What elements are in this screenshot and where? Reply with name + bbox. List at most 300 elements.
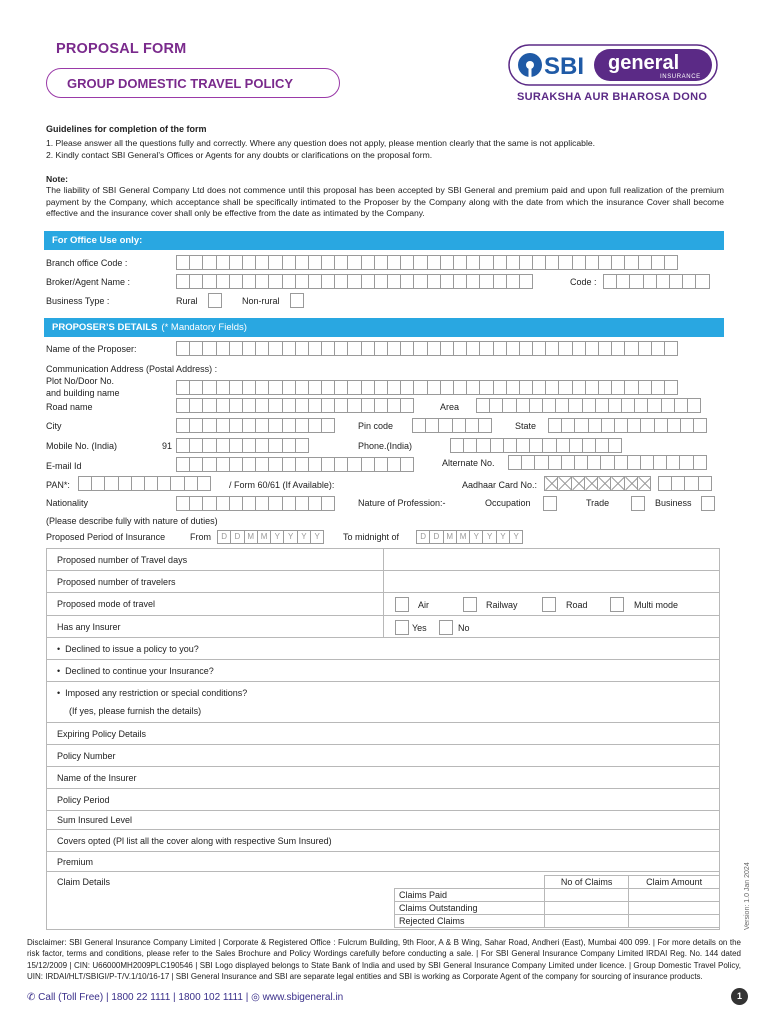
char-box[interactable]	[508, 455, 522, 470]
char-box[interactable]	[542, 398, 556, 413]
char-box[interactable]	[452, 418, 466, 433]
char-box[interactable]	[308, 380, 322, 395]
char-box[interactable]	[698, 476, 712, 491]
char-box[interactable]	[532, 380, 546, 395]
char-box[interactable]	[400, 457, 414, 472]
char-box[interactable]	[519, 255, 533, 270]
char-box[interactable]	[189, 255, 203, 270]
date-char-box[interactable]: D	[217, 530, 231, 544]
char-box[interactable]	[282, 274, 296, 289]
char-box[interactable]	[519, 274, 533, 289]
char-box[interactable]	[308, 496, 322, 511]
char-box[interactable]	[282, 438, 296, 453]
char-box[interactable]	[585, 255, 599, 270]
char-box[interactable]	[176, 274, 190, 289]
date-char-box[interactable]: Y	[509, 530, 523, 544]
char-box[interactable]	[534, 455, 548, 470]
char-box[interactable]	[493, 274, 507, 289]
char-box[interactable]	[268, 457, 282, 472]
char-box[interactable]	[637, 476, 651, 491]
char-box[interactable]	[687, 398, 701, 413]
char-box[interactable]	[176, 398, 190, 413]
char-box[interactable]	[242, 438, 256, 453]
char-box[interactable]	[548, 455, 562, 470]
char-box[interactable]	[361, 380, 375, 395]
travelers-input[interactable]	[384, 571, 720, 593]
char-box[interactable]	[295, 398, 309, 413]
date-char-box[interactable]: M	[443, 530, 457, 544]
char-box[interactable]	[545, 341, 559, 356]
claims-outstanding-amount[interactable]	[629, 902, 720, 915]
char-box[interactable]	[634, 398, 648, 413]
char-box[interactable]	[519, 341, 533, 356]
char-box[interactable]	[588, 418, 602, 433]
char-box[interactable]	[572, 380, 586, 395]
char-box[interactable]	[610, 476, 624, 491]
date-char-box[interactable]: Y	[297, 530, 311, 544]
char-box[interactable]	[680, 418, 694, 433]
char-box[interactable]	[506, 255, 520, 270]
char-box[interactable]	[614, 455, 628, 470]
char-box[interactable]	[658, 476, 672, 491]
mode-multi-checkbox[interactable]	[610, 597, 624, 612]
char-box[interactable]	[466, 341, 480, 356]
date-char-box[interactable]: D	[416, 530, 430, 544]
char-box[interactable]	[202, 438, 216, 453]
char-box[interactable]	[242, 341, 256, 356]
char-box[interactable]	[516, 398, 530, 413]
code-boxes[interactable]	[603, 274, 709, 289]
char-box[interactable]	[229, 438, 243, 453]
char-box[interactable]	[466, 380, 480, 395]
char-box[interactable]	[282, 380, 296, 395]
char-box[interactable]	[78, 476, 92, 491]
char-box[interactable]	[608, 398, 622, 413]
char-box[interactable]	[229, 341, 243, 356]
char-box[interactable]	[189, 457, 203, 472]
char-box[interactable]	[400, 274, 414, 289]
char-box[interactable]	[667, 418, 681, 433]
char-box[interactable]	[189, 438, 203, 453]
char-box[interactable]	[664, 380, 678, 395]
char-box[interactable]	[202, 341, 216, 356]
char-box[interactable]	[176, 438, 190, 453]
char-box[interactable]	[521, 455, 535, 470]
char-box[interactable]	[643, 274, 657, 289]
char-box[interactable]	[184, 476, 198, 491]
char-box[interactable]	[614, 418, 628, 433]
plot-boxes[interactable]	[176, 380, 677, 395]
to-date-boxes[interactable]	[416, 530, 522, 544]
char-box[interactable]	[216, 398, 230, 413]
char-box[interactable]	[229, 255, 243, 270]
char-box[interactable]	[684, 476, 698, 491]
char-box[interactable]	[321, 496, 335, 511]
date-char-box[interactable]: Y	[496, 530, 510, 544]
char-box[interactable]	[558, 255, 572, 270]
char-box[interactable]	[229, 380, 243, 395]
char-box[interactable]	[479, 255, 493, 270]
char-box[interactable]	[651, 380, 665, 395]
char-box[interactable]	[255, 398, 269, 413]
char-box[interactable]	[661, 398, 675, 413]
sum-insured-label[interactable]: Sum Insured Level	[47, 811, 720, 830]
char-box[interactable]	[268, 380, 282, 395]
char-box[interactable]	[493, 380, 507, 395]
char-box[interactable]	[268, 255, 282, 270]
char-box[interactable]	[170, 476, 184, 491]
date-char-box[interactable]: Y	[482, 530, 496, 544]
proposer-name-boxes[interactable]	[176, 341, 677, 356]
char-box[interactable]	[516, 438, 530, 453]
insurer-no-checkbox[interactable]	[439, 620, 453, 635]
char-box[interactable]	[334, 398, 348, 413]
pan-boxes[interactable]	[78, 476, 210, 491]
char-box[interactable]	[611, 341, 625, 356]
char-box[interactable]	[229, 496, 243, 511]
char-box[interactable]	[453, 341, 467, 356]
state-boxes[interactable]	[548, 418, 706, 433]
char-box[interactable]	[308, 255, 322, 270]
char-box[interactable]	[624, 476, 638, 491]
char-box[interactable]	[255, 341, 269, 356]
date-char-box[interactable]: D	[429, 530, 443, 544]
char-box[interactable]	[413, 274, 427, 289]
char-box[interactable]	[595, 438, 609, 453]
char-box[interactable]	[268, 398, 282, 413]
char-box[interactable]	[671, 476, 685, 491]
nationality-boxes[interactable]	[176, 496, 334, 511]
char-box[interactable]	[295, 438, 309, 453]
char-box[interactable]	[282, 496, 296, 511]
char-box[interactable]	[545, 380, 559, 395]
char-box[interactable]	[558, 380, 572, 395]
char-box[interactable]	[674, 398, 688, 413]
char-box[interactable]	[453, 255, 467, 270]
char-box[interactable]	[603, 274, 617, 289]
date-char-box[interactable]: Y	[310, 530, 324, 544]
char-box[interactable]	[598, 380, 612, 395]
char-box[interactable]	[334, 274, 348, 289]
char-box[interactable]	[295, 418, 309, 433]
char-box[interactable]	[427, 274, 441, 289]
char-box[interactable]	[242, 398, 256, 413]
char-box[interactable]	[387, 274, 401, 289]
char-box[interactable]	[255, 438, 269, 453]
mode-road-checkbox[interactable]	[542, 597, 556, 612]
char-box[interactable]	[476, 438, 490, 453]
char-box[interactable]	[216, 438, 230, 453]
char-box[interactable]	[387, 457, 401, 472]
char-box[interactable]	[640, 455, 654, 470]
char-box[interactable]	[693, 418, 707, 433]
char-box[interactable]	[347, 457, 361, 472]
char-box[interactable]	[638, 255, 652, 270]
char-box[interactable]	[202, 418, 216, 433]
char-box[interactable]	[555, 398, 569, 413]
char-box[interactable]	[321, 380, 335, 395]
char-box[interactable]	[361, 398, 375, 413]
char-box[interactable]	[387, 398, 401, 413]
char-box[interactable]	[597, 476, 611, 491]
char-box[interactable]	[629, 274, 643, 289]
char-box[interactable]	[503, 438, 517, 453]
char-box[interactable]	[131, 476, 145, 491]
char-box[interactable]	[347, 380, 361, 395]
char-box[interactable]	[427, 341, 441, 356]
char-box[interactable]	[216, 341, 230, 356]
char-box[interactable]	[611, 380, 625, 395]
char-box[interactable]	[334, 380, 348, 395]
char-box[interactable]	[574, 418, 588, 433]
char-box[interactable]	[255, 274, 269, 289]
char-box[interactable]	[627, 455, 641, 470]
char-box[interactable]	[308, 341, 322, 356]
char-box[interactable]	[624, 255, 638, 270]
char-box[interactable]	[242, 418, 256, 433]
char-box[interactable]	[321, 341, 335, 356]
char-box[interactable]	[242, 496, 256, 511]
char-box[interactable]	[453, 380, 467, 395]
char-box[interactable]	[598, 341, 612, 356]
char-box[interactable]	[202, 496, 216, 511]
travel-days-input[interactable]	[384, 549, 720, 571]
char-box[interactable]	[255, 380, 269, 395]
char-box[interactable]	[651, 341, 665, 356]
char-box[interactable]	[321, 255, 335, 270]
char-box[interactable]	[463, 438, 477, 453]
char-box[interactable]	[216, 380, 230, 395]
char-box[interactable]	[400, 380, 414, 395]
char-box[interactable]	[308, 457, 322, 472]
char-box[interactable]	[695, 274, 709, 289]
char-box[interactable]	[387, 380, 401, 395]
char-box[interactable]	[465, 418, 479, 433]
char-box[interactable]	[157, 476, 171, 491]
char-box[interactable]	[202, 398, 216, 413]
char-box[interactable]	[638, 341, 652, 356]
char-box[interactable]	[268, 496, 282, 511]
char-box[interactable]	[582, 438, 596, 453]
char-box[interactable]	[202, 380, 216, 395]
char-box[interactable]	[282, 418, 296, 433]
char-box[interactable]	[176, 457, 190, 472]
char-box[interactable]	[321, 457, 335, 472]
char-box[interactable]	[693, 455, 707, 470]
char-box[interactable]	[440, 255, 454, 270]
char-box[interactable]	[334, 341, 348, 356]
char-box[interactable]	[651, 255, 665, 270]
char-box[interactable]	[450, 438, 464, 453]
policy-number-label[interactable]: Policy Number	[47, 745, 720, 767]
char-box[interactable]	[295, 341, 309, 356]
char-box[interactable]	[466, 274, 480, 289]
char-box[interactable]	[489, 398, 503, 413]
char-box[interactable]	[529, 438, 543, 453]
char-box[interactable]	[413, 380, 427, 395]
char-box[interactable]	[624, 341, 638, 356]
area-boxes[interactable]	[476, 398, 700, 413]
date-char-box[interactable]: Y	[469, 530, 483, 544]
char-box[interactable]	[585, 341, 599, 356]
date-char-box[interactable]: Y	[270, 530, 284, 544]
char-box[interactable]	[229, 457, 243, 472]
char-box[interactable]	[438, 418, 452, 433]
premium-label[interactable]: Premium	[47, 852, 720, 872]
char-box[interactable]	[347, 255, 361, 270]
alternate-boxes[interactable]	[508, 455, 706, 470]
char-box[interactable]	[229, 398, 243, 413]
char-box[interactable]	[493, 341, 507, 356]
date-char-box[interactable]: D	[230, 530, 244, 544]
char-box[interactable]	[466, 255, 480, 270]
char-box[interactable]	[295, 380, 309, 395]
char-box[interactable]	[600, 455, 614, 470]
char-box[interactable]	[295, 274, 309, 289]
char-box[interactable]	[400, 398, 414, 413]
char-box[interactable]	[202, 255, 216, 270]
char-box[interactable]	[595, 398, 609, 413]
char-box[interactable]	[427, 255, 441, 270]
broker-name-boxes[interactable]	[176, 274, 532, 289]
road-boxes[interactable]	[176, 398, 413, 413]
char-box[interactable]	[91, 476, 105, 491]
char-box[interactable]	[453, 274, 467, 289]
char-box[interactable]	[176, 496, 190, 511]
char-box[interactable]	[144, 476, 158, 491]
char-box[interactable]	[506, 380, 520, 395]
date-char-box[interactable]: Y	[283, 530, 297, 544]
char-box[interactable]	[647, 398, 661, 413]
char-box[interactable]	[653, 455, 667, 470]
char-box[interactable]	[440, 274, 454, 289]
char-box[interactable]	[601, 418, 615, 433]
char-box[interactable]	[561, 418, 575, 433]
char-box[interactable]	[584, 476, 598, 491]
char-box[interactable]	[176, 255, 190, 270]
char-box[interactable]	[282, 457, 296, 472]
char-box[interactable]	[664, 255, 678, 270]
mode-railway-checkbox[interactable]	[463, 597, 477, 612]
char-box[interactable]	[476, 398, 490, 413]
rejected-claims-count[interactable]	[545, 915, 629, 928]
char-box[interactable]	[321, 398, 335, 413]
char-box[interactable]	[627, 418, 641, 433]
char-box[interactable]	[189, 341, 203, 356]
char-box[interactable]	[347, 341, 361, 356]
char-box[interactable]	[255, 418, 269, 433]
char-box[interactable]	[400, 255, 414, 270]
char-box[interactable]	[308, 274, 322, 289]
aadhaar-boxes[interactable]	[658, 476, 711, 491]
char-box[interactable]	[361, 457, 375, 472]
char-box[interactable]	[585, 380, 599, 395]
char-box[interactable]	[412, 418, 426, 433]
pincode-boxes[interactable]	[412, 418, 491, 433]
claims-paid-amount[interactable]	[629, 889, 720, 902]
char-box[interactable]	[216, 496, 230, 511]
date-char-box[interactable]: M	[456, 530, 470, 544]
char-box[interactable]	[621, 398, 635, 413]
char-box[interactable]	[229, 418, 243, 433]
char-box[interactable]	[493, 255, 507, 270]
char-box[interactable]	[242, 457, 256, 472]
char-box[interactable]	[216, 274, 230, 289]
char-box[interactable]	[189, 418, 203, 433]
char-box[interactable]	[374, 255, 388, 270]
char-box[interactable]	[545, 255, 559, 270]
char-box[interactable]	[308, 418, 322, 433]
char-box[interactable]	[478, 418, 492, 433]
char-box[interactable]	[413, 341, 427, 356]
claims-outstanding-count[interactable]	[545, 902, 629, 915]
char-box[interactable]	[490, 438, 504, 453]
char-box[interactable]	[400, 341, 414, 356]
trade-checkbox[interactable]	[631, 496, 645, 511]
nonrural-checkbox[interactable]	[290, 293, 304, 308]
rejected-claims-amount[interactable]	[629, 915, 720, 928]
char-box[interactable]	[682, 274, 696, 289]
char-box[interactable]	[347, 274, 361, 289]
char-box[interactable]	[321, 274, 335, 289]
char-box[interactable]	[557, 476, 571, 491]
char-box[interactable]	[295, 457, 309, 472]
char-box[interactable]	[571, 476, 585, 491]
char-box[interactable]	[532, 341, 546, 356]
insurer-name-label[interactable]: Name of the Insurer	[47, 767, 720, 789]
char-box[interactable]	[542, 438, 556, 453]
char-box[interactable]	[242, 274, 256, 289]
char-box[interactable]	[532, 255, 546, 270]
char-box[interactable]	[374, 457, 388, 472]
char-box[interactable]	[611, 255, 625, 270]
insurer-yes-checkbox[interactable]	[395, 620, 409, 635]
char-box[interactable]	[387, 341, 401, 356]
char-box[interactable]	[440, 341, 454, 356]
char-box[interactable]	[656, 274, 670, 289]
char-box[interactable]	[229, 274, 243, 289]
char-box[interactable]	[519, 380, 533, 395]
city-boxes[interactable]	[176, 418, 334, 433]
char-box[interactable]	[347, 398, 361, 413]
char-box[interactable]	[268, 341, 282, 356]
char-box[interactable]	[506, 341, 520, 356]
char-box[interactable]	[556, 438, 570, 453]
char-box[interactable]	[572, 341, 586, 356]
char-box[interactable]	[216, 418, 230, 433]
char-box[interactable]	[529, 398, 543, 413]
char-box[interactable]	[334, 457, 348, 472]
char-box[interactable]	[361, 341, 375, 356]
char-box[interactable]	[669, 274, 683, 289]
char-box[interactable]	[189, 380, 203, 395]
char-box[interactable]	[479, 274, 493, 289]
website-link[interactable]: www.sbigeneral.in	[262, 992, 344, 1003]
char-box[interactable]	[616, 274, 630, 289]
char-box[interactable]	[334, 255, 348, 270]
char-box[interactable]	[216, 457, 230, 472]
char-box[interactable]	[361, 274, 375, 289]
char-box[interactable]	[321, 418, 335, 433]
char-box[interactable]	[361, 255, 375, 270]
from-date-boxes[interactable]	[217, 530, 323, 544]
branch-code-boxes[interactable]	[176, 255, 677, 270]
date-char-box[interactable]: M	[244, 530, 258, 544]
char-box[interactable]	[425, 418, 439, 433]
char-box[interactable]	[479, 341, 493, 356]
char-box[interactable]	[640, 418, 654, 433]
char-box[interactable]	[308, 398, 322, 413]
